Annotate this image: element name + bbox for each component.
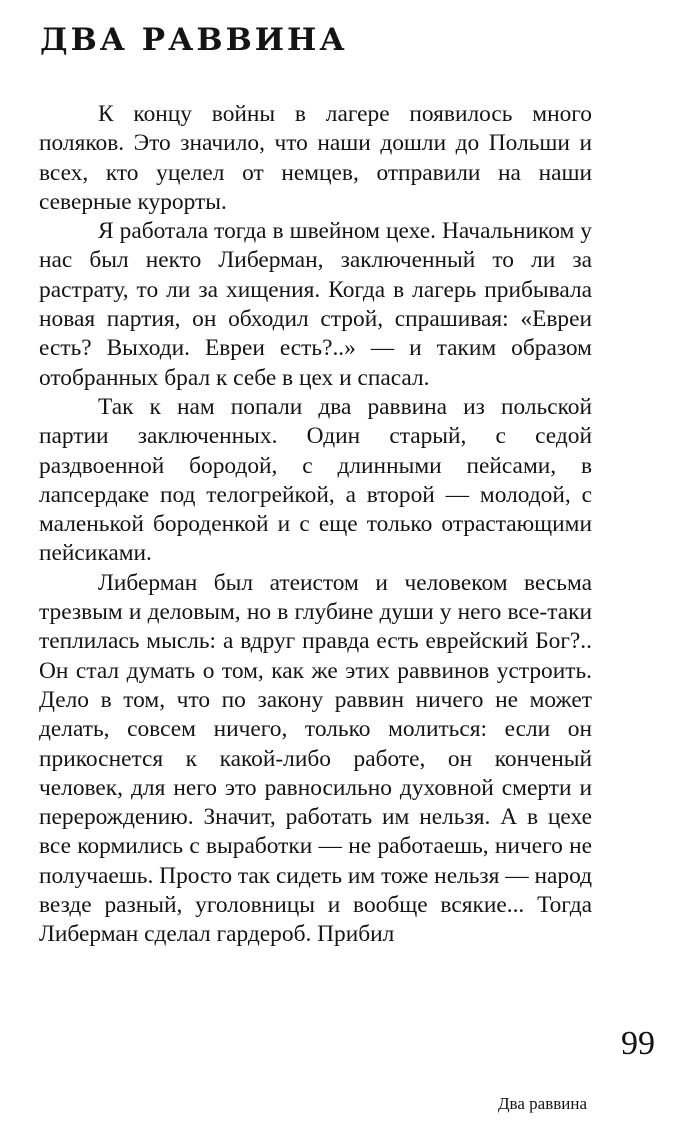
- paragraph-3: Так к нам попали два раввина из польской партии заключенных. Один старый, с седой раздвоенной бородой, с длинными пейсами, в лапсердаке под телогрейкой, а второй — молодой, с маленькой бороденкой и с еще только отрастающими пейсиками.: [39, 393, 592, 567]
- paragraph-1: К концу войны в лагере появилось много поляков. Это значило, что наши дошли до Польши и всех, кто уцелел от немцев, отправили на наши северные курорты.: [39, 101, 592, 215]
- running-footer-title: Два раввина: [497, 1094, 587, 1113]
- page-number: 99: [621, 1025, 655, 1062]
- chapter-title: ДВА РАВВИНА: [40, 22, 348, 58]
- paragraph-2: Я работала тогда в швейном цехе. Начальником у нас был некто Либерман, заключенный то ли за растрату, то ли за хищения. Когда в лагерь прибывала новая партия, он обходил строй, спрашивая: «Евреи есть? Выходи. Евреи есть?..» — и таким образом отобранных брал к себе в цех и спасал.: [39, 218, 592, 391]
- paragraph-4: Либерман был атеистом и человеком весьма трезвым и деловым, но в глубине души у него все-таки теплилась мысль: а вдруг правда есть еврейский Бог?.. Он стал думать о том, как же этих раввинов устроить. Дело в том, что по закону раввин ничего не может делать, совсем ничего, только молиться: если он прикоснется к какой-либо работе, он конченый человек, для него это равносильно духовной смерти и перерождению. Значит, работать им нельзя. А в цехе все кормились с выработки — не работаешь, ничего не получаешь. Просто так сидеть им тоже нельзя — народ везде разный, уголовницы и вообще всякие... Тогда Либерман сделал гардероб. Прибил: [39, 569, 593, 948]
- chapter-body: [39, 100, 592, 950]
